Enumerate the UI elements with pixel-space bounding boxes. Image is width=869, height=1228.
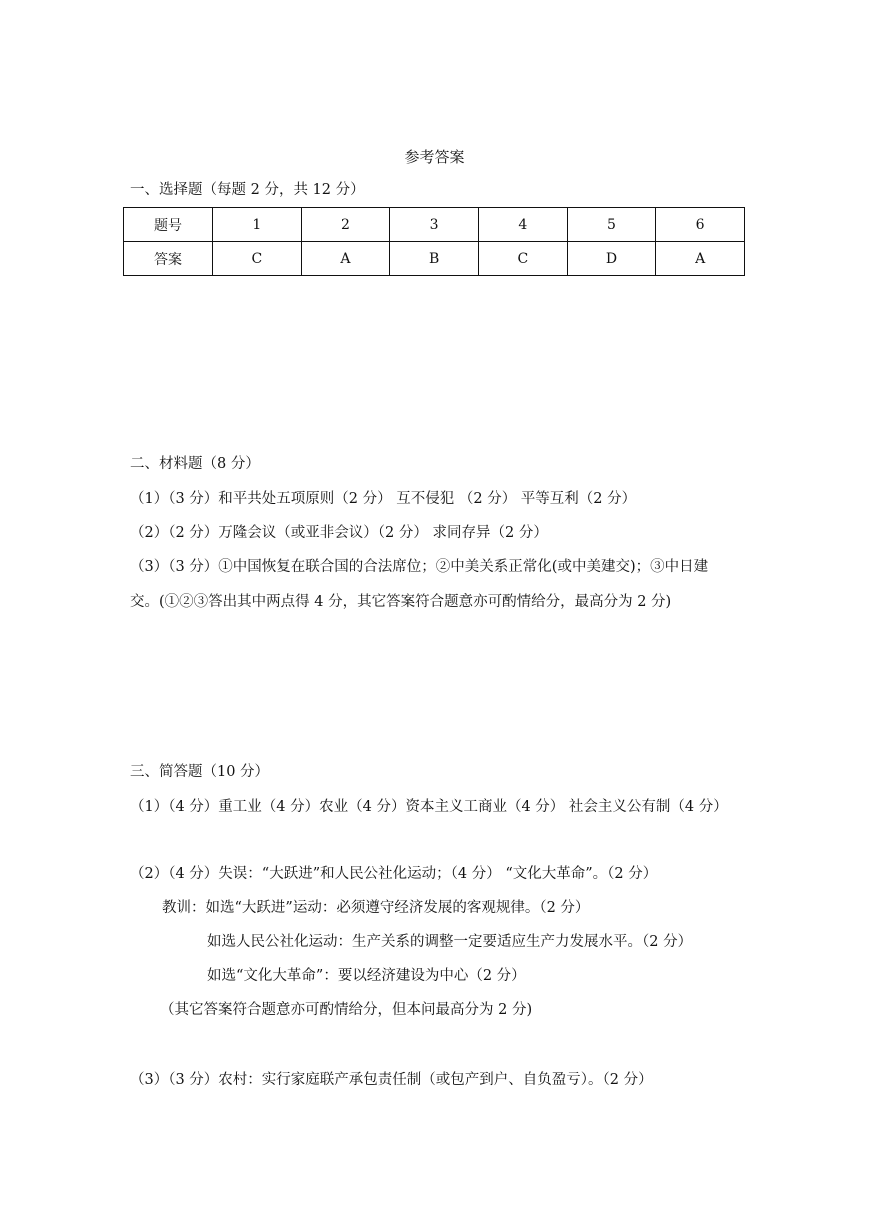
table-row-numbers (124, 208, 745, 242)
section3-q3: （3）（3 分）农村：实行家庭联产承包责任制（或包产到户、自负盈亏）。（2 分） (130, 1072, 653, 1088)
section3-q2-note: （其它答案符合题意亦可酌情给分，但本问最高分为 2 分) (160, 1002, 533, 1018)
row-label-number: 题号 (124, 208, 213, 242)
section3-heading: 三、简答题（10 分） (130, 764, 270, 780)
table-row-answers (124, 242, 745, 276)
section3-q2-line: （2）（4 分）失误：“大跃进”和人民公社化运动；（4 分） “文化大革命”。（2 分） (130, 866, 658, 882)
answer-6: A (656, 242, 745, 276)
answer-4: C (478, 242, 567, 276)
answer-3: B (390, 242, 479, 276)
answer-2: A (301, 242, 390, 276)
question-number-5: 5 (567, 208, 656, 242)
question-number-1: 1 (213, 208, 302, 242)
section2-heading: 二、材料题（8 分） (130, 456, 260, 472)
section2-line: （3）（3 分）①中国恢复在联合国的合法席位；②中美关系正常化(或中美建交)；③中日建 (130, 559, 709, 575)
section3-q1: （1）（4 分）重工业（4 分）农业（4 分）资本主义工商业（4 分） 社会主义公有制（4 分） (130, 799, 728, 815)
answer-table (123, 207, 745, 276)
question-number-2: 2 (301, 208, 390, 242)
row-label-answer: 答案 (124, 242, 213, 276)
question-number-4: 4 (478, 208, 567, 242)
answer-1: C (213, 242, 302, 276)
section3-q2-line: 教训：如选“大跃进”运动：必须遵守经济发展的客观规律。（2 分） (162, 900, 590, 916)
answer-5: D (567, 242, 656, 276)
section3-q2-line: 如选“文化大革命”：要以经济建设为中心（2 分） (207, 968, 526, 984)
section3-q2-line: 如选人民公社化运动：生产关系的调整一定要适应生产力发展水平。（2 分） (207, 934, 693, 950)
section1-heading: 一、选择题（每题 2 分，共 12 分） (130, 182, 365, 198)
page-title: 参考答案 (404, 148, 465, 166)
section2-line: （2）（2 分）万隆会议（或亚非会议）（2 分） 求同存异（2 分） (130, 525, 548, 541)
question-number-3: 3 (390, 208, 479, 242)
question-number-6: 6 (656, 208, 745, 242)
section2-line: 交。(①②③答出其中两点得 4 分，其它答案符合题意亦可酌情给分，最高分为 2 分) (130, 594, 672, 610)
section2-line: （1）（3 分）和平共处五项原则（2 分） 互不侵犯 （2 分） 平等互利（2 分） (130, 491, 637, 507)
